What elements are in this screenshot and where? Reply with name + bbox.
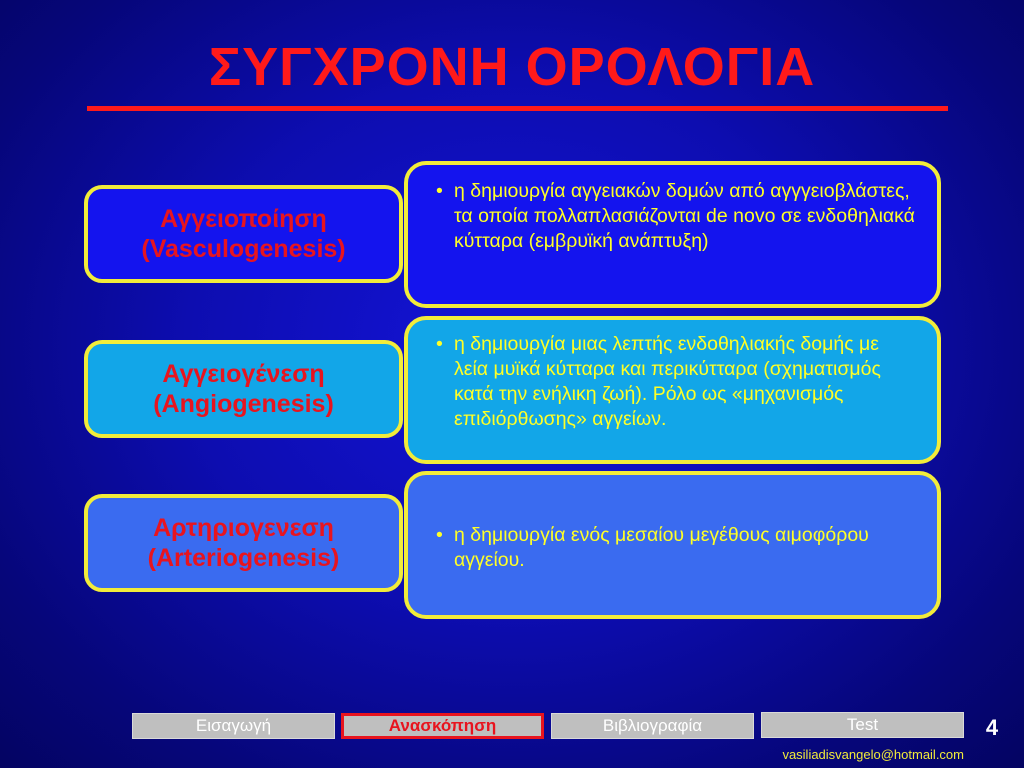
nav-button-introduction[interactable]: Εισαγωγή (132, 713, 335, 739)
term-english: (Vasculogenesis) (141, 235, 346, 263)
description-box-angiogenesis (404, 316, 941, 464)
term-english: (Arteriogenesis) (147, 544, 340, 572)
page-number: 4 (985, 715, 999, 740)
description-bullet: • η δημιουργία αγγειακών δομών από αγγγειοβλάστες, τα οποία πολλαπλασιάζονται de novo σε ενδοθηλιακά κύτταρα (εμβρυϊκή ανάπτυξη) (436, 179, 917, 254)
description-box-arteriogenesis (404, 471, 941, 619)
description-box-vasculogenesis (404, 161, 941, 308)
nav-button-review-active[interactable]: Ανασκόπηση (341, 713, 544, 739)
nav-button-test[interactable]: Test (761, 712, 964, 738)
term-box-arteriogenesis (84, 494, 403, 592)
description-bullet: • η δημιουργία ενός μεσαίου μεγέθους αιμοφόρου αγγείου. (436, 523, 917, 573)
term-box-vasculogenesis (84, 185, 403, 283)
title-underline (87, 106, 948, 111)
term-greek: Αγγειοποίηση (160, 205, 327, 233)
term-greek: Αρτηριογενεση (153, 514, 334, 542)
term-box-angiogenesis (84, 340, 403, 438)
description-bullet: • η δημιουργία μιας λεπτής ενδοθηλιακής δομής με λεία μυϊκά κύτταρα και περικύτταρα (σχηματισμός κατά την ενήλικη ζωή). Ρόλο ως «μηχανισμός επιδιόρθωσης» αγγείων. (436, 332, 917, 432)
page-title: ΣΥΓΧΡΟΝΗ ΟΡΟΛΟΓΙΑ (208, 37, 816, 97)
term-english: (Angiogenesis) (153, 390, 334, 418)
nav-button-bibliography[interactable]: Βιβλιογραφία (551, 713, 754, 739)
term-greek: Αγγειογένεση (162, 360, 325, 388)
author-email[interactable]: vasiliadisvangelo@hotmail.com (782, 747, 964, 762)
